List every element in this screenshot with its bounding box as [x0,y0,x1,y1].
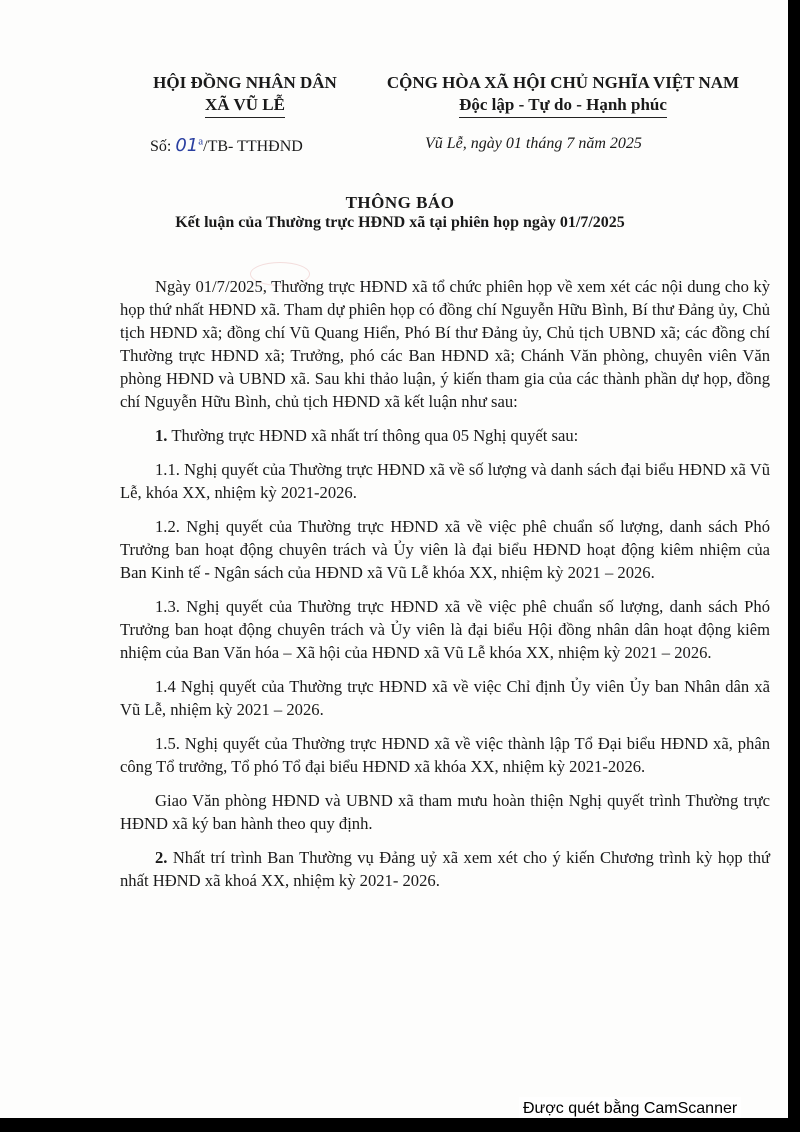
camscanner-watermark: Được quét bằng CamScanner [519,1097,741,1121]
intro-paragraph: Ngày 01/7/2025, Thường trực HĐND xã tổ chức phiên họp về xem xét các nội dung cho kỳ họp thứ nhất HĐND xã. Tham dự phiên họp có đồng chí Nguyễn Hữu Bình, Bí thư Đảng ủy, Chủ tịch HĐND xã; đồng chí Vũ Quang Hiển, Phó Bí thư Đảng ủy, Chủ tịch UBND xã; các đồng chí Thường trực HĐND xã; Trưởng, phó các Ban HĐND xã; Chánh Văn phòng, chuyên viên Văn phòng HĐND và UBND xã. Sau khi thảo luận, ý kiến tham gia của các thành phần dự họp, đồng chí Nguyễn Hữu Bình, chủ tịch HĐND xã kết luận như sau: [120,277,770,411]
org-commune: XÃ VŨ LỄ [205,94,285,118]
nation-name: CỘNG HÒA XÃ HỘI CHỦ NGHĨA VIỆT NAM [386,73,740,92]
assignment-paragraph: Giao Văn phòng HĐND và UBND xã tham mưu hoàn thiện Nghị quyết trình Thường trực HĐND xã ký ban hành theo quy định. [120,791,770,833]
issuing-organization [140,72,350,118]
item-2 [120,846,770,892]
org-name: HỘI ĐỒNG NHÂN DÂN [153,73,337,92]
document-title: THÔNG BÁO [345,193,455,212]
item-2-number: 2. [155,848,168,867]
scan-border-right [788,0,800,1132]
document-subtitle: Kết luận của Thường trực HĐND xã tại phiên họp ngày 01/7/2025 [175,214,625,231]
doc-number-prefix: Số: [150,138,172,155]
scan-border-bottom [0,1118,800,1132]
item-1-4: 1.4 Nghị quyết của Thường trực HĐND xã về việc Chỉ định Ủy viên Ủy ban Nhân dân xã Vũ Lễ, nhiệm kỳ 2021 – 2026. [120,677,770,719]
date-line: Vũ Lễ, ngày 01 tháng 7 năm 2025 [425,135,642,152]
item-1-1: 1.1. Nghị quyết của Thường trực HĐND xã về số lượng và danh sách đại biểu HĐND xã Vũ Lễ, khóa XX, nhiệm kỳ 2021-2026. [120,460,770,502]
doc-number-suffix: /TB- TTHĐND [203,138,303,155]
item-1 [120,424,770,447]
national-header [368,72,758,118]
document-body [120,275,770,903]
national-motto: Độc lập - Tự do - Hạnh phúc [459,94,667,118]
item-1-3: 1.3. Nghị quyết của Thường trực HĐND xã về việc phê chuẩn số lượng, danh sách Phó Trưởng ban hoạt động chuyên trách và Ủy viên là đại biểu Hội đồng nhân dân hoạt động kiêm nhiệm của Ban Văn hóa – Xã hội của HĐND xã Vũ Lễ khóa XX, nhiệm kỳ 2021 – 2026. [120,597,770,662]
doc-number-handwritten: 01 [175,135,199,156]
document-number [150,135,303,156]
doc-number-superscript: a [198,135,204,148]
item-1-2: 1.2. Nghị quyết của Thường trực HĐND xã về việc phê chuẩn số lượng, danh sách Phó Trưởng ban hoạt động chuyên trách và Ủy viên là đại biểu HĐND hoạt động kiêm nhiệm của Ban Kinh tế - Ngân sách của HĐND xã Vũ Lễ khóa XX, nhiệm kỳ 2021 – 2026. [120,517,770,582]
item-1-number: 1. [155,426,168,445]
item-2-text: Nhất trí trình Ban Thường vụ Đảng uỷ xã xem xét cho ý kiến Chương trình kỳ họp thứ nhất HĐND xã khoá XX, nhiệm kỳ 2021- 2026. [120,848,770,890]
item-1-text: Thường trực HĐND xã nhất trí thông qua 05 Nghị quyết sau: [171,426,579,445]
item-1-5: 1.5. Nghị quyết của Thường trực HĐND xã về việc thành lập Tổ Đại biểu HĐND xã, phân công Tổ trưởng, Tổ phó Tổ đại biểu HĐND xã khóa XX, nhiệm kỳ 2021-2026. [120,734,770,776]
